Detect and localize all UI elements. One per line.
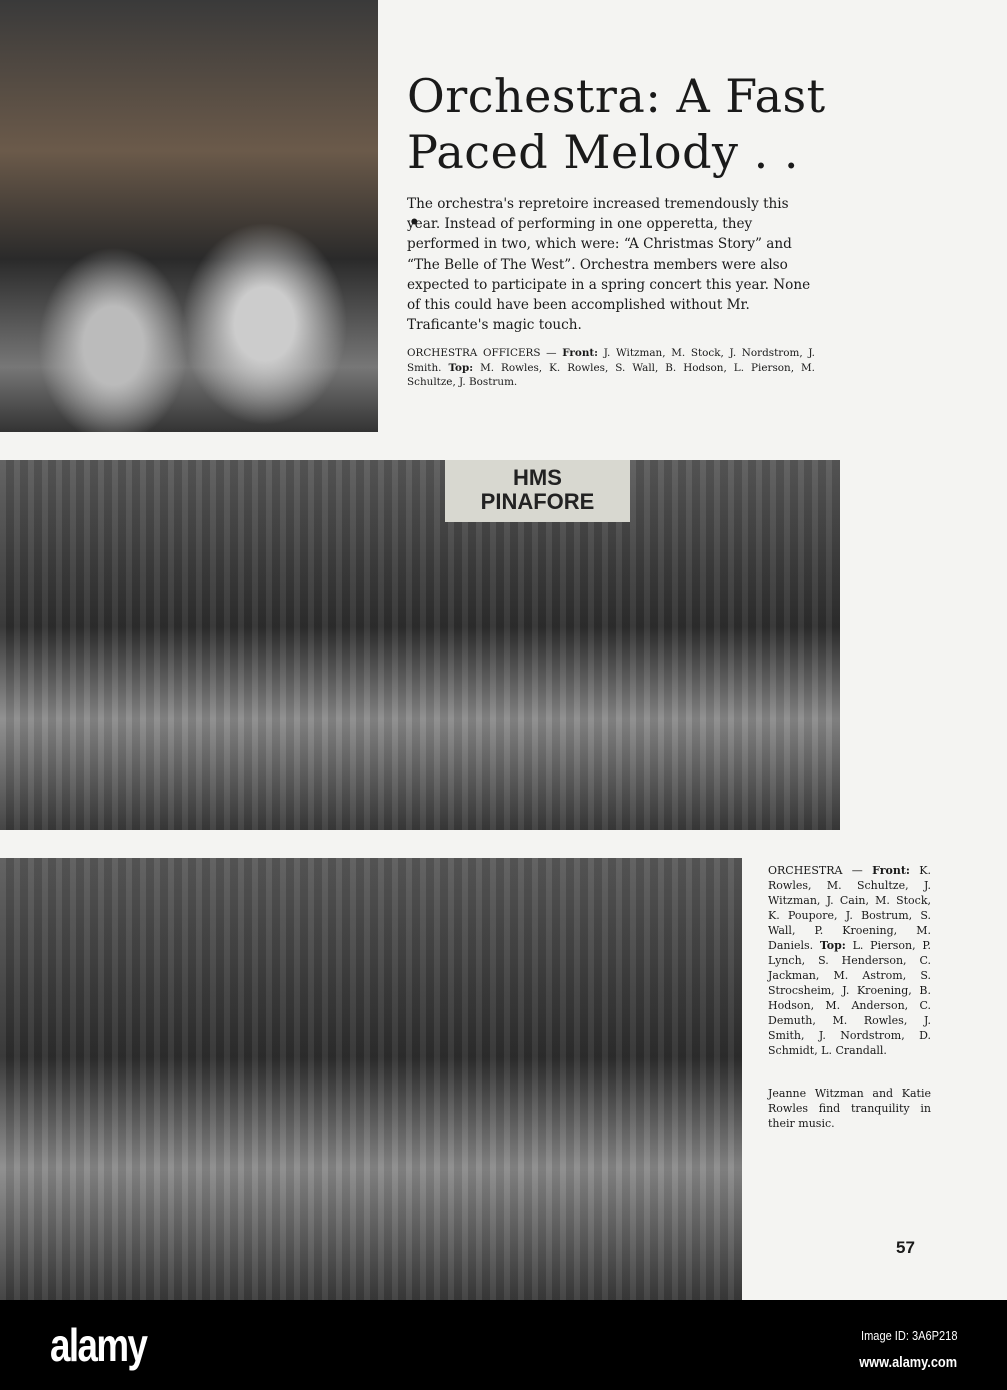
officers-caption [407,346,815,390]
top-label: Top: [448,361,474,374]
caption-lead: ORCHESTRA — [768,864,873,877]
front-label: Front: [872,864,910,877]
title-line-2: Paced Melody . . . [407,125,800,235]
sign-line-1: HMS [513,465,562,490]
top-names: M. Rowles, K. Rowles, S. Wall, B. Hodson, L. Pierson, M. Schultze, J. Bostrum. [407,361,815,388]
orchestra-playing-photo [0,858,742,1300]
image-id: Image ID: 3A6P218 [860,1328,957,1343]
front-label: Front: [562,347,599,359]
front-names: K. Rowles, M. Schultze, J. Witzman, J. Cain, M. Stock, K. Poupore, J. Bostrum, S. Wall, P. Kroening, M. Daniels. [768,864,931,952]
alamy-logo: alamy [50,1319,147,1371]
sign-line-2: PINAFORE [480,489,595,514]
watermark-url: www.alamy.com [859,1354,957,1371]
caption-lead: ORCHESTRA OFFICERS — [407,347,563,359]
top-names: L. Pierson, P. Lynch, S. Henderson, C. Jackman, M. Astrom, S. Strocsheim, J. Kroening, B. Hodson, M. Anderson, C. Demuth, M. Rowles, J. Smith, J. Nordstrom, D. Schmidt, L. Crandall. [768,939,931,1057]
orchestra-caption [768,863,931,1058]
front-names: J. Witzman, M. Stock, J. Nordstrom, J. Smith. [407,347,815,374]
watermark-footer [0,1300,1007,1390]
page-number: 57 [896,1238,915,1257]
photo-caption: Jeanne Witzman and Katie Rowles find tranquility in their music. [768,1087,931,1130]
title-line-1: Orchestra: A Fast [407,69,826,123]
orchestra-group-photo [0,460,840,830]
top-label: Top: [819,939,846,952]
officers-photo [0,0,378,432]
hms-pinafore-sign [445,460,630,522]
article-body: The orchestra's repretoire increased tremendously this year. Instead of performing in one opperetta, they performed in two, which were: “A Christmas Story” and “The Belle of The West”. Orchestra members were also expected to participate in a spring concert this year. None of this could have been accomplished without Mr. Traficante's magic touch. [407,196,811,334]
